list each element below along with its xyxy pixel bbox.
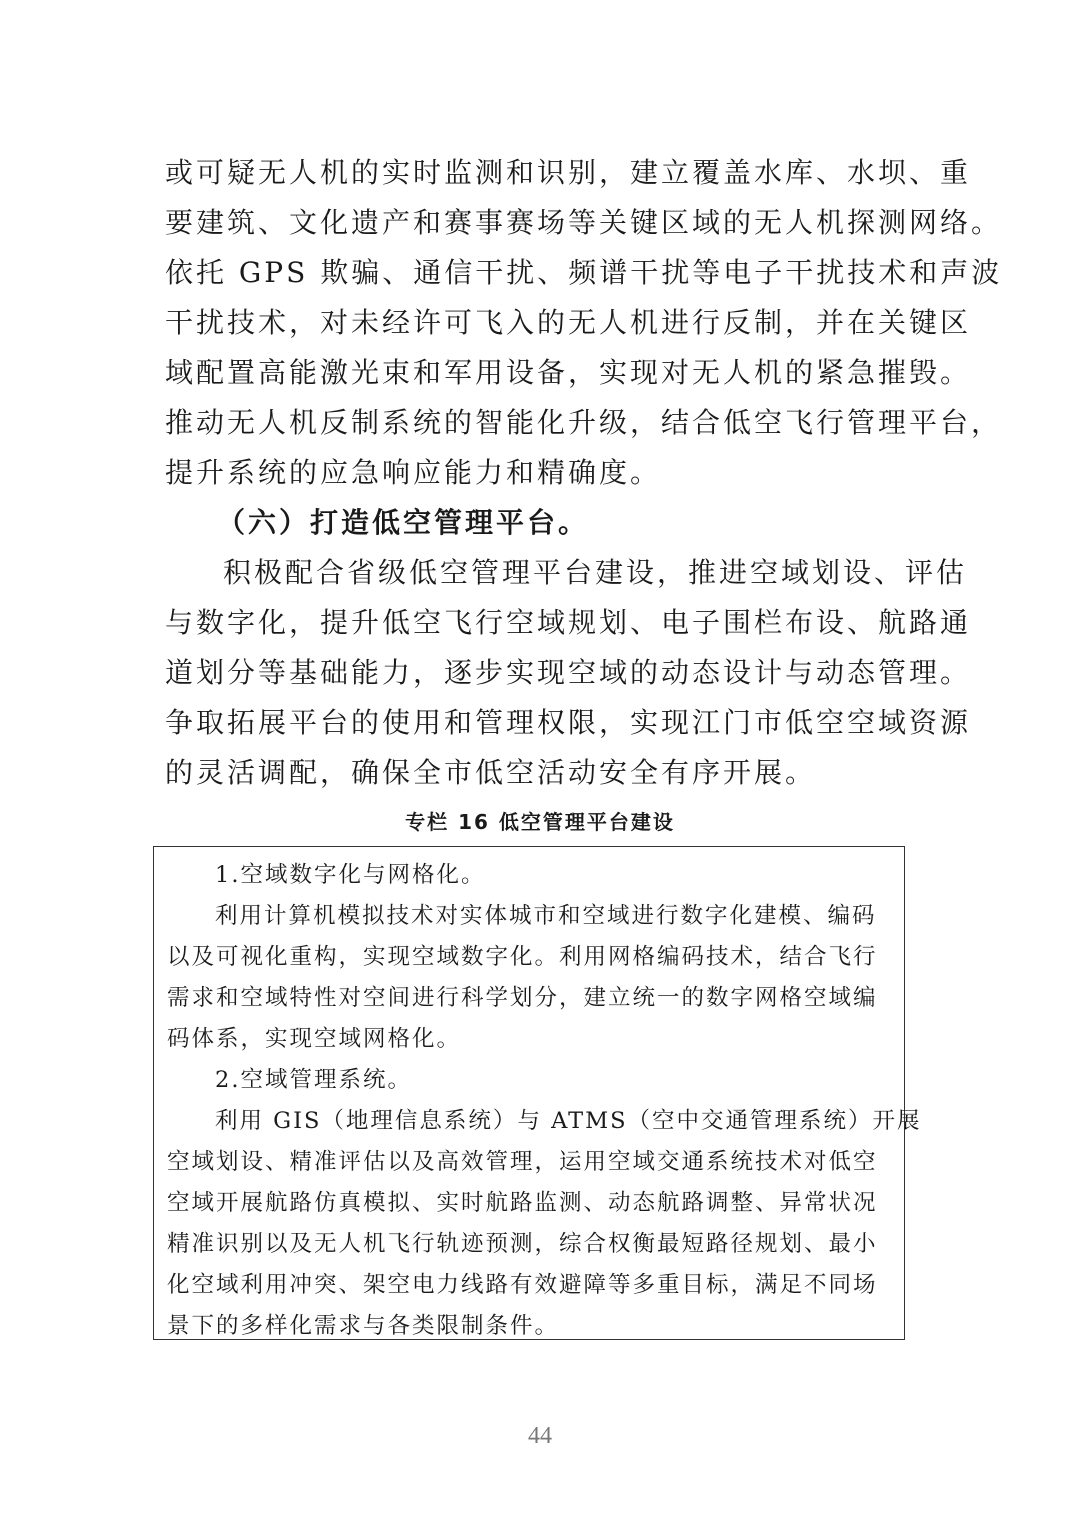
column-line: 化空域利用冲突、架空电力线路有效避障等多重目标，满足不同场 bbox=[167, 1272, 878, 1298]
column-line: 利用 GIS（地理信息系统）与 ATMS（空中交通管理系统）开展 bbox=[215, 1108, 922, 1134]
paragraph-line: 争取拓展平台的使用和管理权限，实现江门市低空空域资源 bbox=[165, 706, 972, 739]
paragraph-line: 提升系统的应急响应能力和精确度。 bbox=[165, 456, 662, 489]
paragraph-line: 推动无人机反制系统的智能化升级，结合低空飞行管理平台， bbox=[165, 406, 1003, 439]
paragraph-line: 依托 GPS 欺骗、通信干扰、频谱干扰等电子干扰技术和声波 bbox=[165, 256, 1003, 289]
column-line: 精准识别以及无人机飞行轨迹预测，综合权衡最短路径规划、最小 bbox=[167, 1231, 878, 1257]
paragraph-line: 积极配合省级低空管理平台建设，推进空域划设、评估 bbox=[223, 556, 968, 589]
paragraph-line: 要建筑、文化遗产和赛事赛场等关键区域的无人机探测网络。 bbox=[165, 206, 1003, 239]
paragraph-line: 的灵活调配，确保全市低空活动安全有序开展。 bbox=[165, 756, 817, 789]
column-item-heading: 2.空域管理系统。 bbox=[215, 1067, 412, 1093]
column-title: 专栏 16 低空管理平台建设 bbox=[405, 810, 675, 834]
column-line: 空域划设、精准评估以及高效管理，运用空域交通系统技术对低空 bbox=[167, 1149, 878, 1175]
paragraph-line: 域配置高能激光束和军用设备，实现对无人机的紧急摧毁。 bbox=[165, 356, 972, 389]
column-line: 码体系，实现空域网格化。 bbox=[167, 1026, 462, 1052]
column-box bbox=[153, 846, 922, 1340]
paragraph-line: 道划分等基础能力，逐步实现空域的动态设计与动态管理。 bbox=[165, 656, 972, 689]
column-line: 利用计算机模拟技术对实体城市和空域进行数字化建模、编码 bbox=[215, 903, 877, 929]
column-line: 以及可视化重构，实现空域数字化。利用网格编码技术，结合飞行 bbox=[167, 944, 878, 970]
body-text bbox=[165, 148, 1003, 798]
section-heading: （六）打造低空管理平台。 bbox=[217, 506, 590, 539]
paragraph-line: 或可疑无人机的实时监测和识别，建立覆盖水库、水坝、重 bbox=[165, 156, 972, 189]
paragraph-line: 干扰技术，对未经许可飞入的无人机进行反制，并在关键区 bbox=[165, 306, 972, 339]
paragraph-line: 与数字化，提升低空飞行空域规划、电子围栏布设、航路通 bbox=[165, 606, 972, 639]
column-line: 空域开展航路仿真模拟、实时航路监测、动态航路调整、异常状况 bbox=[167, 1190, 878, 1216]
column-item-heading: 1.空域数字化与网格化。 bbox=[215, 862, 486, 888]
page-number: 44 bbox=[528, 1423, 552, 1449]
column-content bbox=[167, 855, 922, 1347]
column-line: 景下的多样化需求与各类限制条件。 bbox=[167, 1313, 560, 1339]
column-line: 需求和空域特性对空间进行科学划分，建立统一的数字网格空域编 bbox=[167, 985, 878, 1011]
